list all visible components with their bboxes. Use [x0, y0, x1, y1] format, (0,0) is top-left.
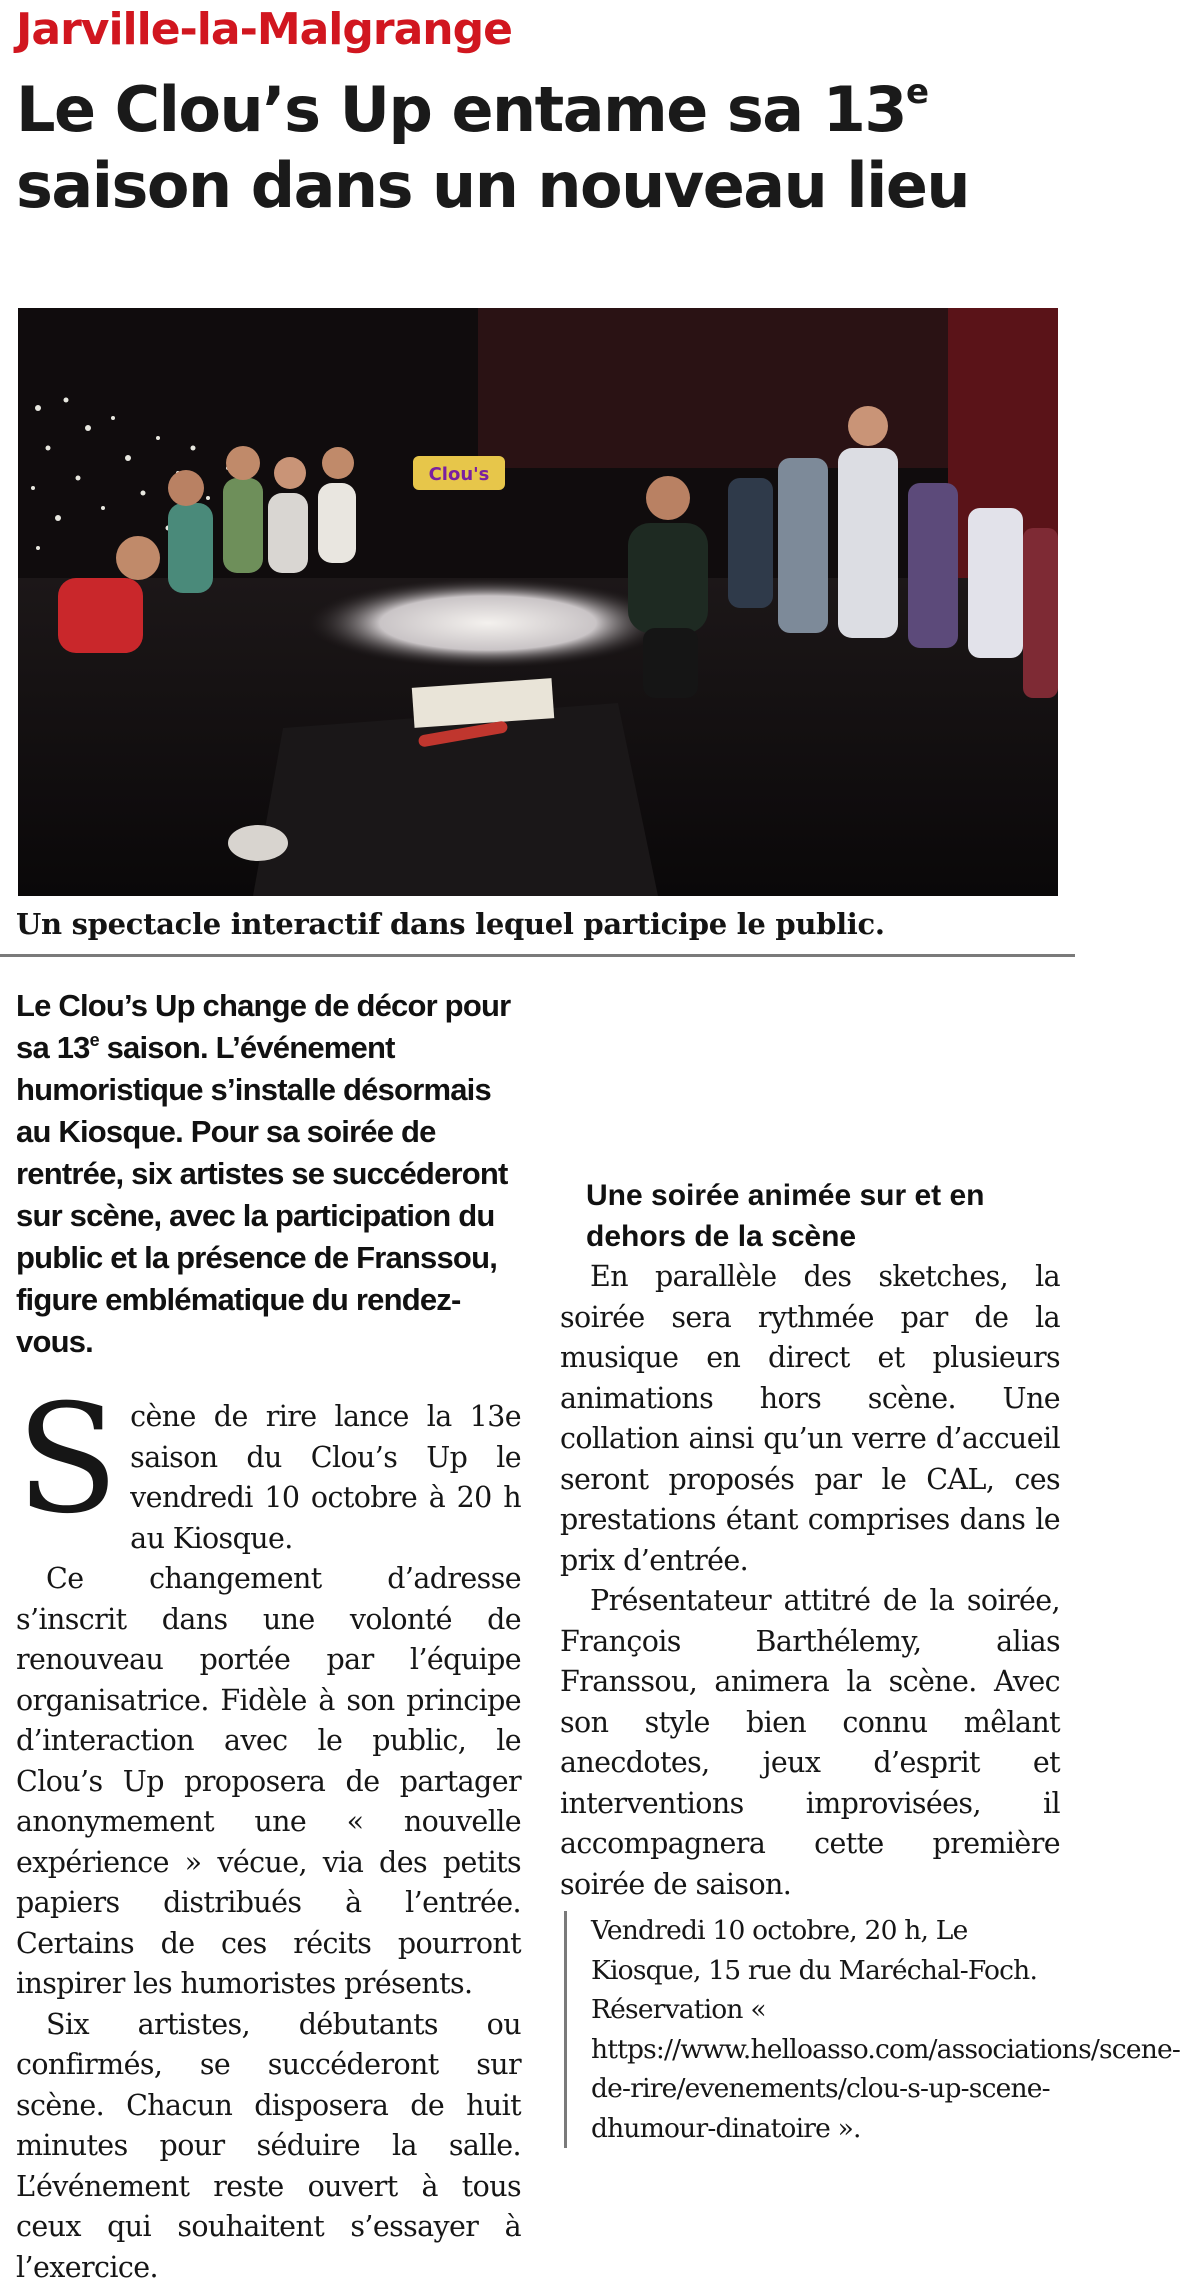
headline-rest: saison dans un nouveau lieu: [16, 149, 969, 222]
column-left: [16, 985, 521, 2288]
lede-part-a: Le Clou’s Up change de décor pour sa 13: [16, 988, 510, 1065]
lede-part-b: saison. L’événement humoristique s’installe désormais au Kiosque. Pour sa soirée de rentrée, six artistes se succéderont sur scène, avec la participation du public et la présence de Franssou, figure emblématique du rendez-vous.: [16, 1030, 508, 1359]
paragraph-2: Ce changement d’adresse s’inscrit dans une volonté de renouveau portée par l’équipe organisatrice. Fidèle à son principe d’interaction avec le public, le Clou’s Up proposera de partager anonymement une « nouvelle expérience » vécue, via des petits papiers distribués à l’entrée. Certains de ces récits pourront inspirer les humoristes présents.: [16, 1559, 521, 2005]
paragraph-1: [16, 1397, 521, 1559]
paragraph-4: En parallèle des sketches, la soirée sera rythmée par de la musique en direct et plusieurs animations hors scène. Une collation ainsi qu’un verre d’accueil seront proposés par le CAL, ces prestations étant comprises dans le prix d’entrée.: [560, 1257, 1060, 1581]
column-right: [560, 1145, 1060, 2148]
article-photo: [18, 308, 1058, 896]
lede-paragraph: [16, 985, 521, 1363]
paragraph-5: Présentateur attitré de la soirée, François Barthélemy, alias Franssou, animera la scène. Avec son style bien connu mêlant anecdotes, jeux d’esprit et interventions improvisées, il accompagnera cette première soirée de saison.: [560, 1581, 1060, 1905]
divider-rule: [0, 954, 1075, 957]
lede-sup: e: [90, 1030, 99, 1050]
headline-main: Le Clou’s Up entame sa 13: [16, 73, 906, 146]
subheading: Une soirée animée sur et en dehors de la scène: [586, 1175, 1060, 1257]
photo-caption: Un spectacle interactif dans lequel participe le public.: [16, 904, 1066, 944]
sign-text: Clou's: [429, 464, 490, 485]
headline-sup: e: [906, 72, 928, 112]
drop-cap: S: [16, 1397, 118, 1523]
headline: [16, 72, 1066, 224]
event-info-box: Vendredi 10 octobre, 20 h, Le Kiosque, 15 rue du Maréchal-Foch. Réservation « https://www.helloasso.com/associations/scene-de-rire/evenements/clou-s-up-scene-dhumour-dinatoire ».: [564, 1911, 1060, 2148]
paragraph-1-text: cène de rire lance la 13e saison du Clou’s Up le vendredi 10 octobre à 20 h au Kiosque.: [130, 1400, 521, 1555]
locality-kicker: Jarville-la-Malgrange: [16, 2, 512, 58]
stage-scene-illustration: [18, 308, 1058, 896]
event-sign: [413, 456, 505, 490]
paragraph-3: Six artistes, débutants ou confirmés, se succéderont sur scène. Chacun disposera de huit minutes pour séduire la salle. L’événement reste ouvert à tous ceux qui souhaitent s’essayer à l’exercice.: [16, 2005, 521, 2288]
